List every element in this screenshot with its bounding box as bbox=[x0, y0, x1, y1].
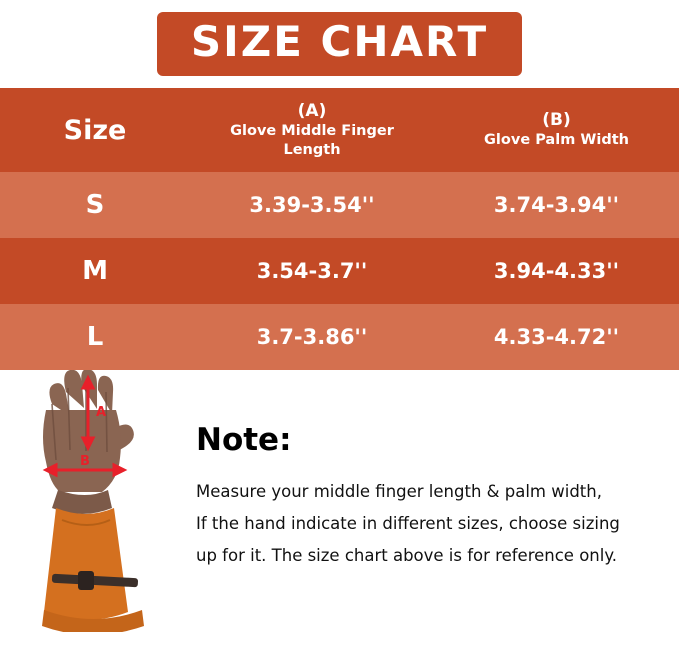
bottom-section bbox=[0, 370, 679, 638]
header-size: Size bbox=[63, 114, 127, 146]
page-title: SIZE CHART bbox=[157, 12, 522, 76]
glove-illustration bbox=[18, 370, 168, 632]
row-middle-finger-length: 3.39-3.54'' bbox=[249, 193, 375, 217]
note-line: up for it. The size chart above is for reference only. bbox=[196, 546, 617, 566]
size-chart-table bbox=[0, 88, 679, 370]
row-size: L bbox=[86, 322, 104, 352]
table-header-row bbox=[0, 88, 679, 172]
row-palm-width: 4.33-4.72'' bbox=[493, 325, 620, 349]
header-col-b-sub: Glove Palm Width bbox=[484, 132, 629, 149]
label-b: B bbox=[80, 454, 90, 469]
label-a: A bbox=[96, 405, 107, 420]
row-size: S bbox=[85, 190, 105, 220]
header-col-a bbox=[190, 88, 434, 172]
row-palm-width: 3.94-4.33'' bbox=[493, 259, 620, 283]
note-line: If the hand indicate in different sizes, choose sizing bbox=[196, 514, 620, 534]
title-bar bbox=[0, 0, 679, 88]
table-row bbox=[0, 238, 679, 304]
note-block bbox=[196, 422, 656, 573]
header-col-b-label: (B) bbox=[542, 109, 571, 130]
note-line: Measure your middle finger length & palm width, bbox=[196, 482, 602, 501]
note-title: Note: bbox=[196, 422, 292, 458]
row-size: M bbox=[82, 256, 108, 286]
header-col-b bbox=[434, 88, 679, 172]
row-middle-finger-length: 3.54-3.7'' bbox=[256, 259, 368, 283]
table-row bbox=[0, 172, 679, 238]
row-palm-width: 3.74-3.94'' bbox=[493, 193, 620, 217]
row-middle-finger-length: 3.7-3.86'' bbox=[256, 325, 368, 349]
header-col-a-sub: Glove Middle Finger Length bbox=[230, 122, 394, 158]
table-row bbox=[0, 304, 679, 370]
header-col-a-label: (A) bbox=[297, 100, 327, 121]
